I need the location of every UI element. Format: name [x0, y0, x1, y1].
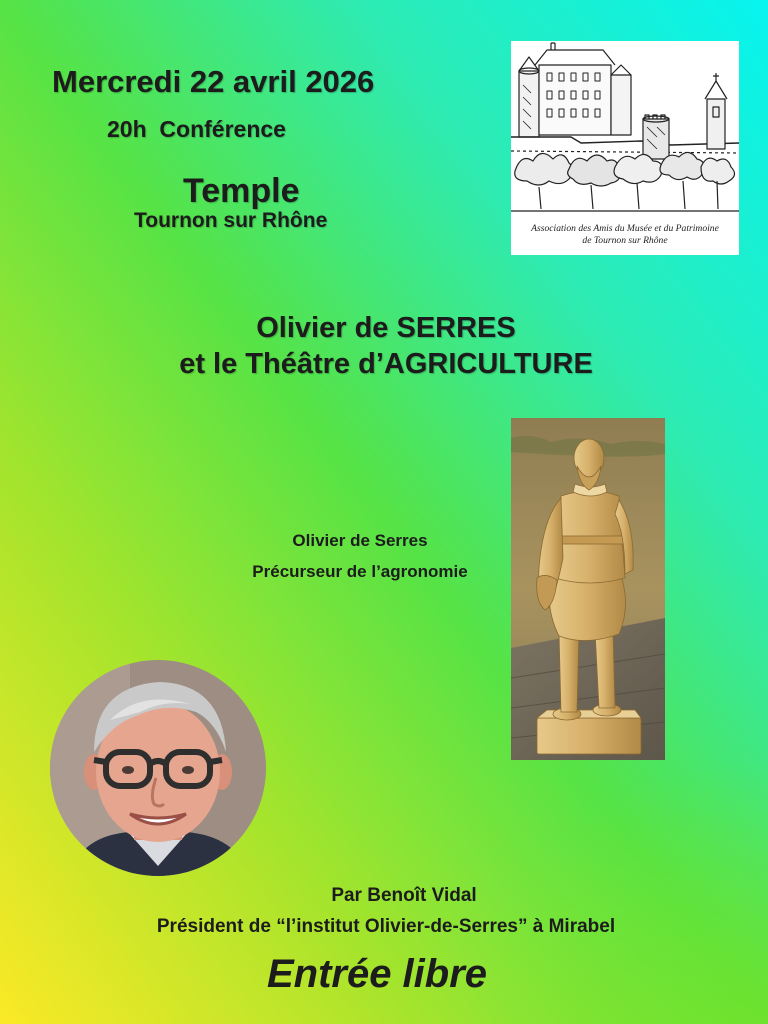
speaker-name: Par Benoît Vidal	[331, 885, 477, 906]
admission-note: Entrée libre	[266, 952, 488, 996]
speaker-info	[0, 880, 768, 942]
conference-title	[0, 310, 768, 382]
logo-caption	[511, 223, 739, 247]
logo-caption-line2: de Tournon sur Rhône	[582, 235, 668, 246]
castle-sketch-illustration	[511, 41, 739, 221]
title-line1: Olivier de SERRES	[256, 312, 516, 344]
speaker-role: Président de “l’institut Olivier-de-Serres” à Mirabel	[156, 916, 616, 937]
logo-caption-line1: Association des Amis du Musée et du Patrimoine	[531, 223, 719, 234]
association-logo	[511, 41, 739, 255]
speaker-photo	[50, 660, 266, 876]
title-line2: et le Théâtre d’AGRICULTURE	[179, 348, 593, 380]
event-date: Mercredi 22 avril 2026	[52, 64, 375, 99]
statue-caption-description: Précurseur de l’agronomie	[252, 562, 468, 581]
event-venue: Temple	[183, 172, 300, 210]
statue-caption	[200, 525, 520, 587]
statue-caption-name: Olivier de Serres	[292, 531, 428, 550]
event-city: Tournon sur Rhône	[134, 209, 328, 232]
speaker-portrait	[50, 660, 266, 876]
statue-photo	[511, 418, 665, 760]
event-time: 20h Conférence	[107, 116, 286, 142]
